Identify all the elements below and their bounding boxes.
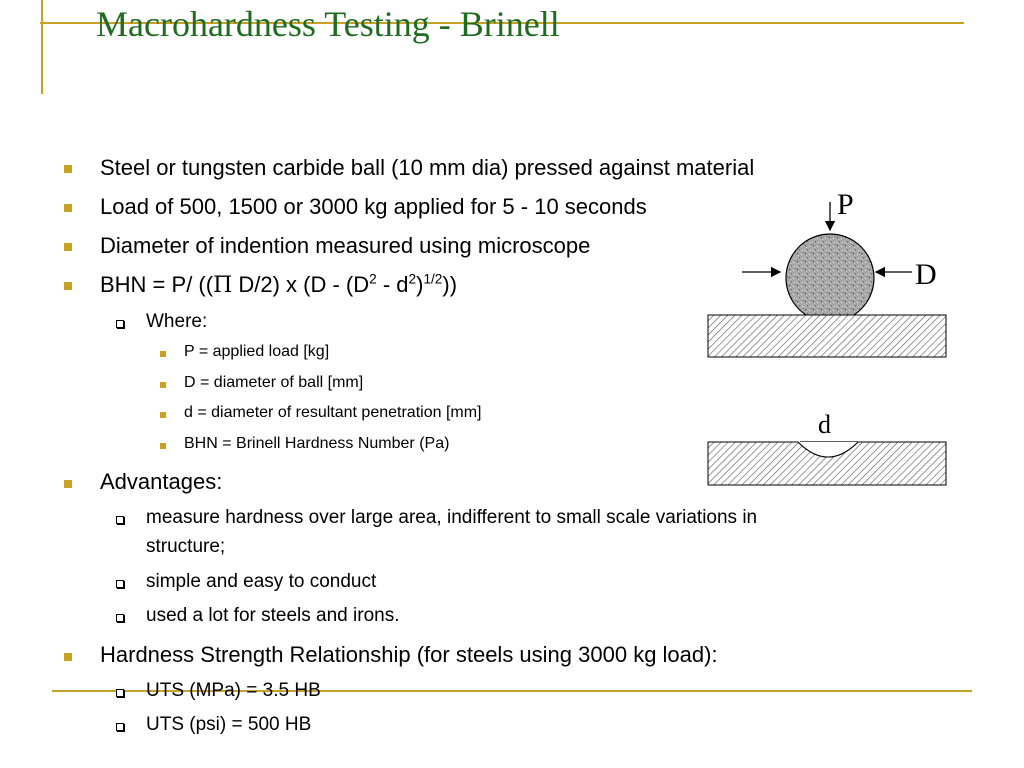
sub-sub-bullet-marker [160,351,166,357]
where-item: P = applied load [kg] [184,343,330,360]
indenter-ball [786,234,874,322]
advantage-item: measure hardness over large area, indifferent to small scale variations in [146,507,758,528]
slide-title: Macrohardness Testing - Brinell [96,4,560,44]
sub-sub-bullet-marker [160,412,166,418]
bullet-marker [64,204,72,212]
sub-bullet-marker [116,320,124,328]
formula-part: ) [416,272,424,297]
pi-symbol: Π [213,273,233,298]
sub-bullet-marker [116,614,124,622]
formula-superscript: 2 [408,271,417,287]
label-d-upper: D [915,258,937,291]
advantage-item-continued: structure; [146,536,226,557]
advantages-label: Advantages: [100,469,223,494]
relationship-item: UTS (MPa) = 3.5 HB [146,680,321,701]
bullet-marker [64,480,72,488]
formula-superscript: 2 [369,271,377,287]
where-item: BHN = Brinell Hardness Number (Pa) [184,435,450,452]
bhn-formula [100,272,457,298]
bullet-marker [64,243,72,251]
where-item: D = diameter of ball [mm] [184,374,364,391]
bullet-diameter: Diameter of indention measured using microscope [100,233,591,258]
formula-part: )) [442,272,458,297]
advantage-item: used a lot for steels and irons. [146,605,400,626]
bullet-marker [64,165,72,173]
test-block [708,315,946,357]
bullet-marker [64,653,72,661]
bullet-load: Load of 500, 1500 or 3000 kg applied for 5 - 10 seconds [100,194,647,219]
sub-bullet-marker [116,723,124,731]
relationship-label: Hardness Strength Relationship (for steels using 3000 kg load): [100,642,718,667]
formula-part: BHN = P/ (( [100,272,214,297]
advantage-item: simple and easy to conduct [146,571,377,592]
label-p: P [837,188,854,221]
formula-part: D/2) x (D - (D [232,272,370,297]
bullet-ball: Steel or tungsten carbide ball (10 mm dia) pressed against material [100,155,755,180]
sub-sub-bullet-marker [160,382,166,388]
brinell-diagram [700,180,1000,500]
formula-superscript: 1/2 [423,271,443,287]
left-rule [41,0,43,94]
label-d-lower: d [818,410,831,439]
relationship-item: UTS (psi) = 500 HB [146,714,312,735]
sub-bullet-marker [116,580,124,588]
where-label: Where: [146,311,208,332]
where-item: d = diameter of resultant penetration [mm] [184,404,482,421]
sub-sub-bullet-marker [160,443,166,449]
sub-bullet-marker [116,689,124,697]
sub-bullet-marker [116,516,124,524]
formula-part: - d [376,272,409,297]
bullet-marker [64,282,72,290]
